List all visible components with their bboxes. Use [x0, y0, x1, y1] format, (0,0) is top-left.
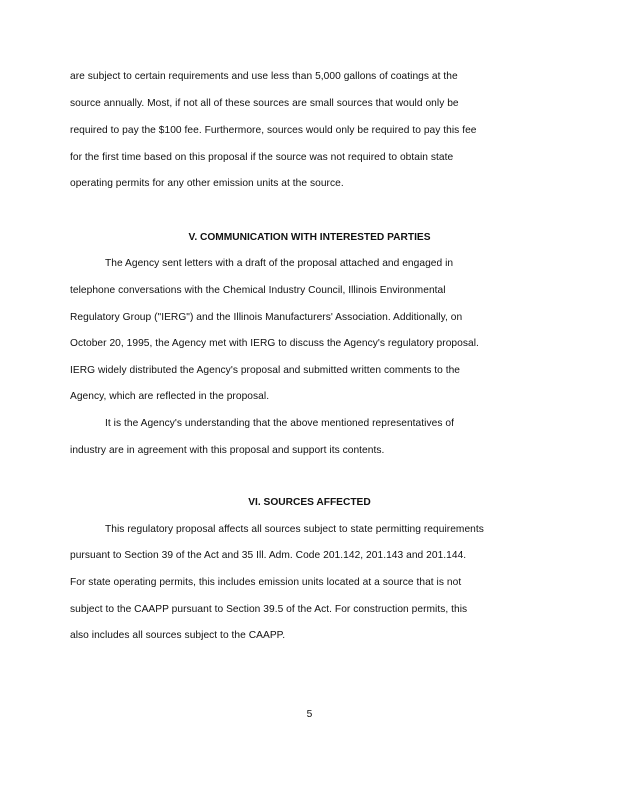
section-v-heading: V. COMMUNICATION WITH INTERESTED PARTIES: [188, 232, 431, 243]
text-line: Agency, which are reflected in the proposal.: [70, 391, 270, 402]
text-line: October 20, 1995, the Agency met with IERG to discuss the Agency's regulatory proposal.: [70, 338, 479, 349]
text-line: telephone conversations with the Chemical Industry Council, Illinois Environmental: [70, 285, 446, 296]
text-line: also includes all sources subject to the CAAPP.: [70, 630, 286, 641]
text-line: The Agency sent letters with a draft of the proposal attached and engaged in: [105, 258, 454, 269]
text-line: It is the Agency's understanding that the above mentioned representatives of: [105, 418, 454, 429]
text-line: for the first time based on this proposal if the source was not required to obtain state: [70, 152, 454, 163]
text-line: source annually. Most, if not all of these sources are small sources that would only be: [70, 98, 459, 109]
text-line: This regulatory proposal affects all sources subject to state permitting requirements: [105, 524, 484, 535]
text-line: pursuant to Section 39 of the Act and 35 Ill. Adm. Code 201.142, 201.143 and 201.144.: [70, 550, 467, 561]
text-line: subject to the CAAPP pursuant to Section 39.5 of the Act. For construction permits, this: [70, 604, 468, 615]
text-line: Regulatory Group ("IERG") and the Illinois Manufacturers' Association. Additionally, on: [70, 312, 463, 323]
section-vi-heading: VI. SOURCES AFFECTED: [248, 497, 371, 508]
text-line: are subject to certain requirements and use less than 5,000 gallons of coatings at the: [70, 71, 458, 82]
text-line: industry are in agreement with this proposal and support its contents.: [70, 445, 385, 456]
text-line: required to pay the $100 fee. Furthermore, sources would only be required to pay this fee: [70, 125, 477, 136]
text-line: IERG widely distributed the Agency's proposal and submitted written comments to the: [70, 365, 461, 376]
text-line: For state operating permits, this includes emission units located at a source that is not: [70, 577, 462, 588]
text-line: operating permits for any other emission units at the source.: [70, 178, 344, 189]
page-number: 5: [306, 709, 313, 720]
